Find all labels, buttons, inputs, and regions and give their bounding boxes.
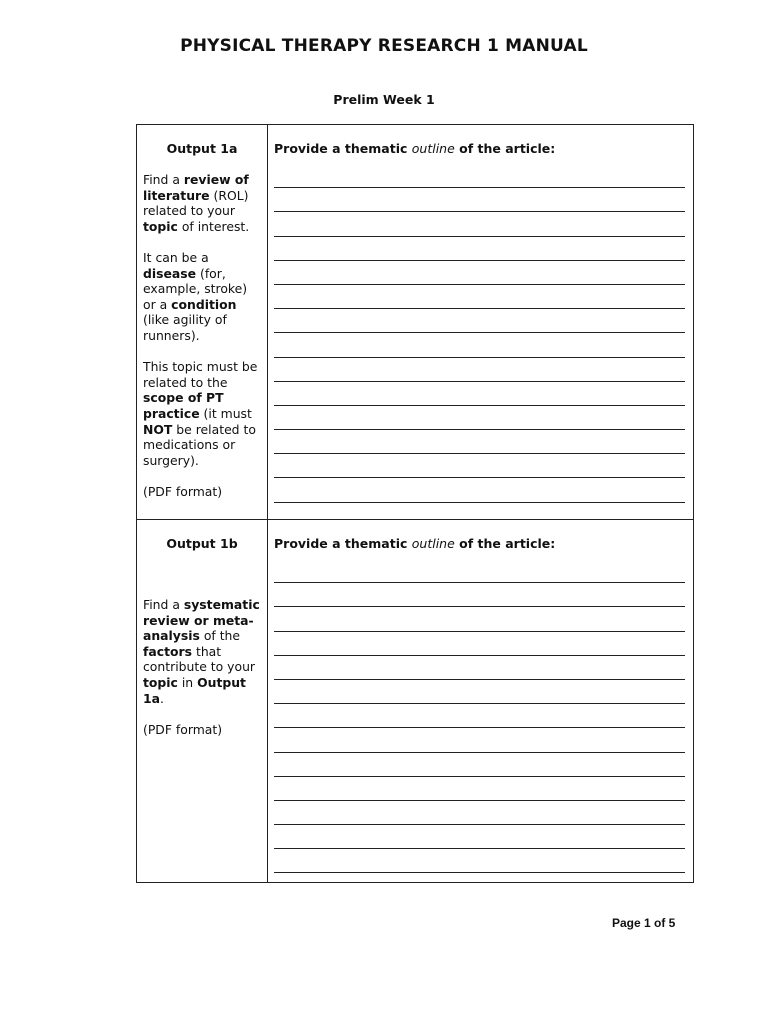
blank-writing-line [274, 583, 685, 607]
blank-writing-line [274, 212, 685, 236]
blank-writing-line [274, 164, 685, 188]
blank-writing-line [274, 753, 685, 777]
blank-writing-line [274, 656, 685, 680]
output-1b-writing-lines [274, 559, 685, 873]
blank-writing-line [274, 801, 685, 825]
output-1a-answer-cell [268, 125, 694, 520]
blank-writing-line [274, 478, 685, 502]
output-1b-row [137, 520, 694, 883]
blank-writing-line [274, 559, 685, 583]
blank-writing-line [274, 188, 685, 212]
output-1b-answer-cell [268, 520, 694, 883]
blank-writing-line [274, 454, 685, 478]
output-1a-writing-lines [274, 164, 685, 503]
blank-writing-line [274, 406, 685, 430]
blank-writing-line [274, 680, 685, 704]
blank-writing-line [274, 261, 685, 285]
blank-writing-line [274, 285, 685, 309]
output-1b-title: Output 1b [166, 536, 238, 551]
page-title: PHYSICAL THERAPY RESEARCH 1 MANUAL [180, 36, 588, 56]
page-number: Page 1 of 5 [612, 916, 676, 930]
blank-writing-line [274, 704, 685, 728]
blank-writing-line [274, 777, 685, 801]
output-1a-format-note: (PDF format) [143, 483, 223, 499]
blank-writing-line [274, 607, 685, 631]
output-1b-paragraph: Find a systematic review or meta-analysis of the factors that contribute to your topic in Output 1a. [143, 597, 260, 706]
output-1a-prompt: Provide a thematic outline of the article: [274, 141, 556, 156]
blank-writing-line [274, 333, 685, 357]
output-1a-paragraph: It can be a disease (for, example, stroke) or a condition (like agility of runners). [143, 249, 248, 343]
blank-writing-line [274, 237, 685, 261]
output-1b-instructions [137, 520, 268, 883]
blank-writing-line [274, 728, 685, 752]
blank-writing-line [274, 632, 685, 656]
output-1b-description [137, 597, 267, 737]
output-1a-description [137, 172, 267, 499]
blank-writing-line [274, 382, 685, 406]
outputs-table [136, 124, 694, 883]
page-subtitle: Prelim Week 1 [333, 92, 435, 107]
output-1b-format-note: (PDF format) [143, 721, 223, 737]
blank-writing-line [274, 309, 685, 333]
output-1a-title: Output 1a [166, 141, 238, 156]
blank-writing-line [274, 825, 685, 849]
output-1a-instructions [137, 125, 268, 520]
output-1a-paragraph: This topic must be related to the scope of PT practice (it must NOT be related to medications or surgery). [143, 359, 258, 468]
output-1a-row [137, 125, 694, 520]
output-1b-prompt: Provide a thematic outline of the article: [274, 536, 556, 551]
blank-writing-line [274, 430, 685, 454]
output-1a-paragraph: Find a review of literature (ROL) related to your topic of interest. [143, 172, 250, 234]
blank-writing-line [274, 849, 685, 873]
blank-writing-line [274, 358, 685, 382]
